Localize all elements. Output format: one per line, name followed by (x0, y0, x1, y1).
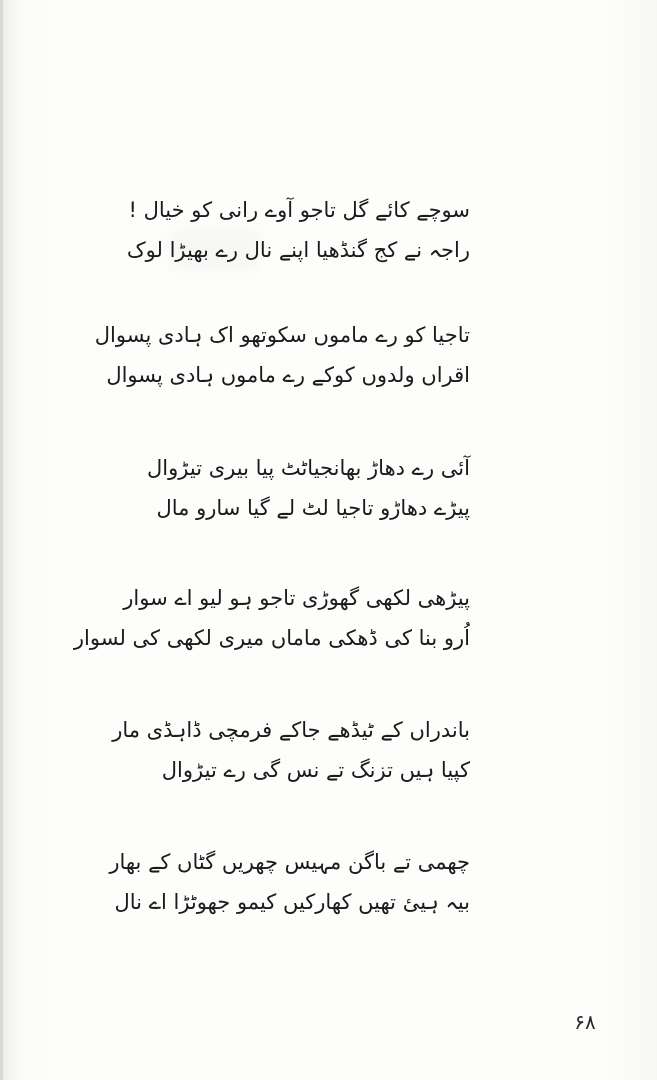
page-number: ۶۸ (574, 1010, 596, 1034)
poem-line: بیہ ہیئ تھیں کھارکیں کیمو جھوٹڑا اے نال (114, 890, 470, 914)
poem-line: سوچے کائے گل تاجو آوے رانی کو خیال ! (128, 198, 470, 222)
poem-line: راجہ نے کج گنڈھیا اپنے نال رے بھیڑا لوک (126, 238, 470, 262)
poem-line: کپیا ہیں تزنگ تے نس گی رے تیڑوال (161, 758, 470, 782)
poem-line: اُرو بنا کی ڈھکی ماماں میری لکھی کی لسوار (73, 626, 470, 650)
poem-line: آئی رے دھاڑ بھانجیاٹٹ پیا بیری تیڑوال (147, 456, 470, 480)
poem-line: پیڑھی لکھی گھوڑی تاجو ہو لیو اے سوار (123, 586, 470, 610)
poem-line: چھمی تے باگن مہیس چھریں گٹاں کے بھار (109, 850, 470, 874)
poem-line: باندراں کے ٹیڈھے جاکے فرمچی ڈاہڈی مار (112, 718, 470, 742)
page-gutter (0, 0, 3, 1080)
poem-line: تاجیا کو رے ماموں سکوتھو اک ہادی پسوال (94, 323, 470, 347)
poem-line: اقراں ولدوں کوکے رے ماموں ہادی پسوال (106, 363, 470, 387)
poem-line: پیڑے دھاڑو تاجیا لٹ لے گیا سارو مال (156, 496, 470, 520)
